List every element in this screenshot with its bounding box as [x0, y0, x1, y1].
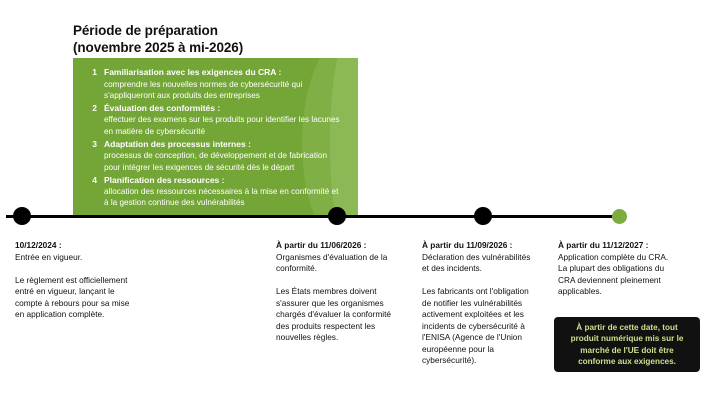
event-subtitle-line: Organismes d'évaluation de la [276, 251, 388, 262]
event-body-line: compte à rebours pour sa mise [15, 297, 130, 308]
step-description-line: pour intégrer les exigences de sécurité dès le départ [104, 162, 295, 172]
step-number: 1 [92, 67, 97, 77]
event-subtitle [422, 252, 552, 275]
event-date-heading [276, 240, 416, 275]
event-date: À partir du 11/09/2026 : [422, 240, 513, 250]
preparation-step [81, 103, 348, 137]
event-body-line: européenne pour la [422, 343, 494, 354]
event-body-line: Les fabricants ont l'obligation [422, 286, 529, 296]
callout-line: À partir de cette date, tout [576, 322, 678, 332]
event-body-line: nouvelles règles. [276, 332, 339, 342]
event-body-line: entré en vigueur, lançant le [15, 286, 115, 296]
step-number: 4 [92, 174, 97, 185]
step-description-line: s'appliqueront aux produits des entreprises [104, 90, 260, 100]
step-number: 3 [92, 138, 97, 149]
step-description [104, 150, 348, 172]
step-description-line: à la gestion continue des vulnérabilités [104, 198, 245, 208]
preparation-step [81, 67, 348, 101]
event-date: 10/12/2024 : [15, 240, 62, 250]
event-body-line: chargés d'évaluer la conformité [276, 309, 392, 319]
callout-line: marché de l'UE doit être [580, 345, 674, 355]
event-body-line: Les États membres doivent [276, 286, 377, 296]
step-description-line: en matière de cybersécurité [104, 126, 206, 136]
timeline-axis [6, 215, 622, 219]
page-title-line-1: Période de préparation [73, 23, 218, 38]
step-description-line: processus de conception, de développement et de fabrication [104, 151, 328, 161]
preparation-steps-panel [73, 58, 358, 216]
callout-line: conforme aux exigences. [578, 357, 676, 366]
event-date: À partir du 11/12/2027 : [558, 240, 649, 250]
timeline-dot-1[interactable] [13, 207, 31, 225]
event-subtitle-line: Application complète du CRA. [558, 251, 669, 262]
event-subtitle-line: conformité. [276, 263, 318, 273]
event-subtitle-line: Entrée en vigueur. [15, 251, 83, 262]
event-subtitle [15, 252, 200, 264]
step-description-line: allocation des ressources nécessaires à la mise en conformité et [104, 187, 339, 197]
event-date: À partir du 11/06/2026 : [276, 240, 367, 250]
page-title-line-2: (novembre 2025 à mi-2026) [73, 40, 244, 55]
step-description [104, 114, 348, 136]
step-title: Planification des ressources : [104, 174, 225, 185]
event-body-line: en application complète. [15, 309, 105, 319]
event-body-line: des produits respectent les [276, 320, 376, 331]
step-body [104, 175, 348, 209]
event-subtitle-line: CRA deviennent pleinement [558, 274, 661, 285]
event-subtitle [558, 252, 703, 298]
preparation-step [81, 139, 348, 173]
step-title: Familiarisation avec les exigences du CRA : [104, 67, 282, 77]
event-body-line: Le règlement est officiellement [15, 274, 128, 285]
event-body-line: s'assurer que les organismes [276, 297, 384, 308]
event-date-heading [558, 240, 703, 298]
event-body-line: activement exploitées et les [422, 309, 524, 319]
step-description [104, 186, 348, 208]
timeline-event [15, 240, 200, 321]
timeline-event [558, 240, 703, 298]
compliance-callout-text [564, 322, 691, 368]
event-date-heading [422, 240, 552, 275]
compliance-callout-box [554, 317, 700, 372]
page-title [73, 22, 243, 56]
event-body-line: cybersécurité). [422, 355, 477, 365]
preparation-step [81, 175, 348, 209]
timeline-event [276, 240, 416, 344]
timeline-dot-3[interactable] [474, 207, 492, 225]
event-subtitle-line: applicables. [558, 286, 602, 296]
timeline-event [422, 240, 552, 367]
event-body-line: incidents de cybersécurité à [422, 320, 525, 331]
event-body [15, 275, 200, 321]
step-description-line: comprendre les nouvelles normes de cybersécurité qui [104, 79, 303, 89]
step-title: Évaluation des conformités : [104, 102, 221, 113]
step-body [104, 103, 348, 137]
timeline-dot-4[interactable] [612, 209, 627, 224]
step-description-line: effectuer des examens sur les produits pour identifier les lacunes [104, 115, 340, 125]
event-date-heading [15, 240, 200, 263]
event-body [422, 286, 552, 367]
event-body [276, 286, 416, 344]
callout-line: produit numérique mis sur le [570, 334, 684, 343]
event-subtitle-line: La plupart des obligations du [558, 263, 665, 273]
timeline-dot-2[interactable] [328, 207, 346, 225]
step-title: Adaptation des processus internes : [104, 138, 251, 149]
step-description [104, 79, 348, 101]
event-subtitle-line: et des incidents. [422, 263, 482, 273]
event-body-line: de notifier les vulnérabilités [422, 297, 523, 308]
step-body [104, 139, 348, 173]
event-body-line: l'ENISA (Agence de l'Union [422, 332, 523, 342]
event-subtitle-line: Déclaration des vulnérabilités [422, 251, 531, 262]
preparation-steps-list [73, 58, 358, 209]
event-subtitle [276, 252, 416, 275]
step-number: 2 [92, 102, 97, 113]
step-body [104, 67, 348, 101]
